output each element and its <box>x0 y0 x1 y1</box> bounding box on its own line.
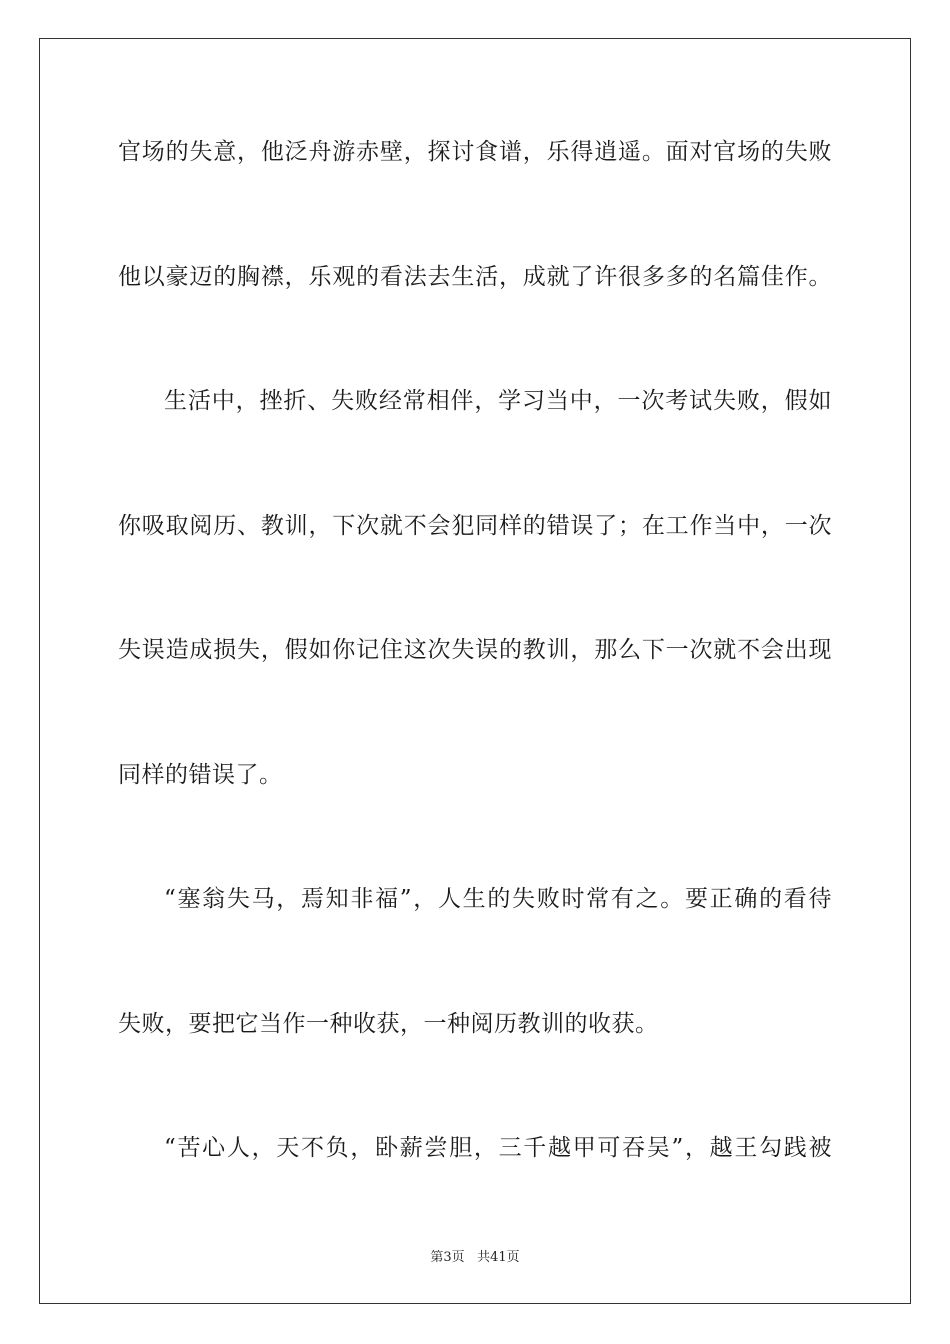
paragraph-line: 他以豪迈的胸襟，乐观的看法去生活，成就了许很多多的名篇佳作。 <box>118 264 832 290</box>
paragraph-line-indented: “苦心人，天不负，卧薪尝胆，三千越甲可吞吴”，越王勾践被 <box>164 1135 832 1161</box>
page-number: 第3页 <box>430 1250 465 1265</box>
paragraph-line: 失败，要把它当作一种收获，一种阅历教训的收获。 <box>118 1011 659 1037</box>
paragraph-line: 失误造成损失，假如你记住这次失误的教训，那么下一次就不会出现 <box>118 637 832 663</box>
page-footer <box>0 1246 950 1265</box>
paragraph-line-indented: 生活中，挫折、失败经常相伴，学习当中，一次考试失败，假如 <box>164 388 832 414</box>
paragraph-line: 你吸取阅历、教训，下次就不会犯同样的错误了；在工作当中，一次 <box>118 513 832 539</box>
paragraph-line-indented: “塞翁失马，焉知非福”，人生的失败时常有之。要正确的看待 <box>164 886 832 912</box>
page-border <box>39 38 911 1304</box>
paragraph-line: 同样的错误了。 <box>118 762 283 788</box>
paragraph-line: 官场的失意，他泛舟游赤壁，探讨食谱，乐得逍遥。面对官场的失败 <box>118 139 832 165</box>
page-total: 共41页 <box>477 1250 520 1265</box>
